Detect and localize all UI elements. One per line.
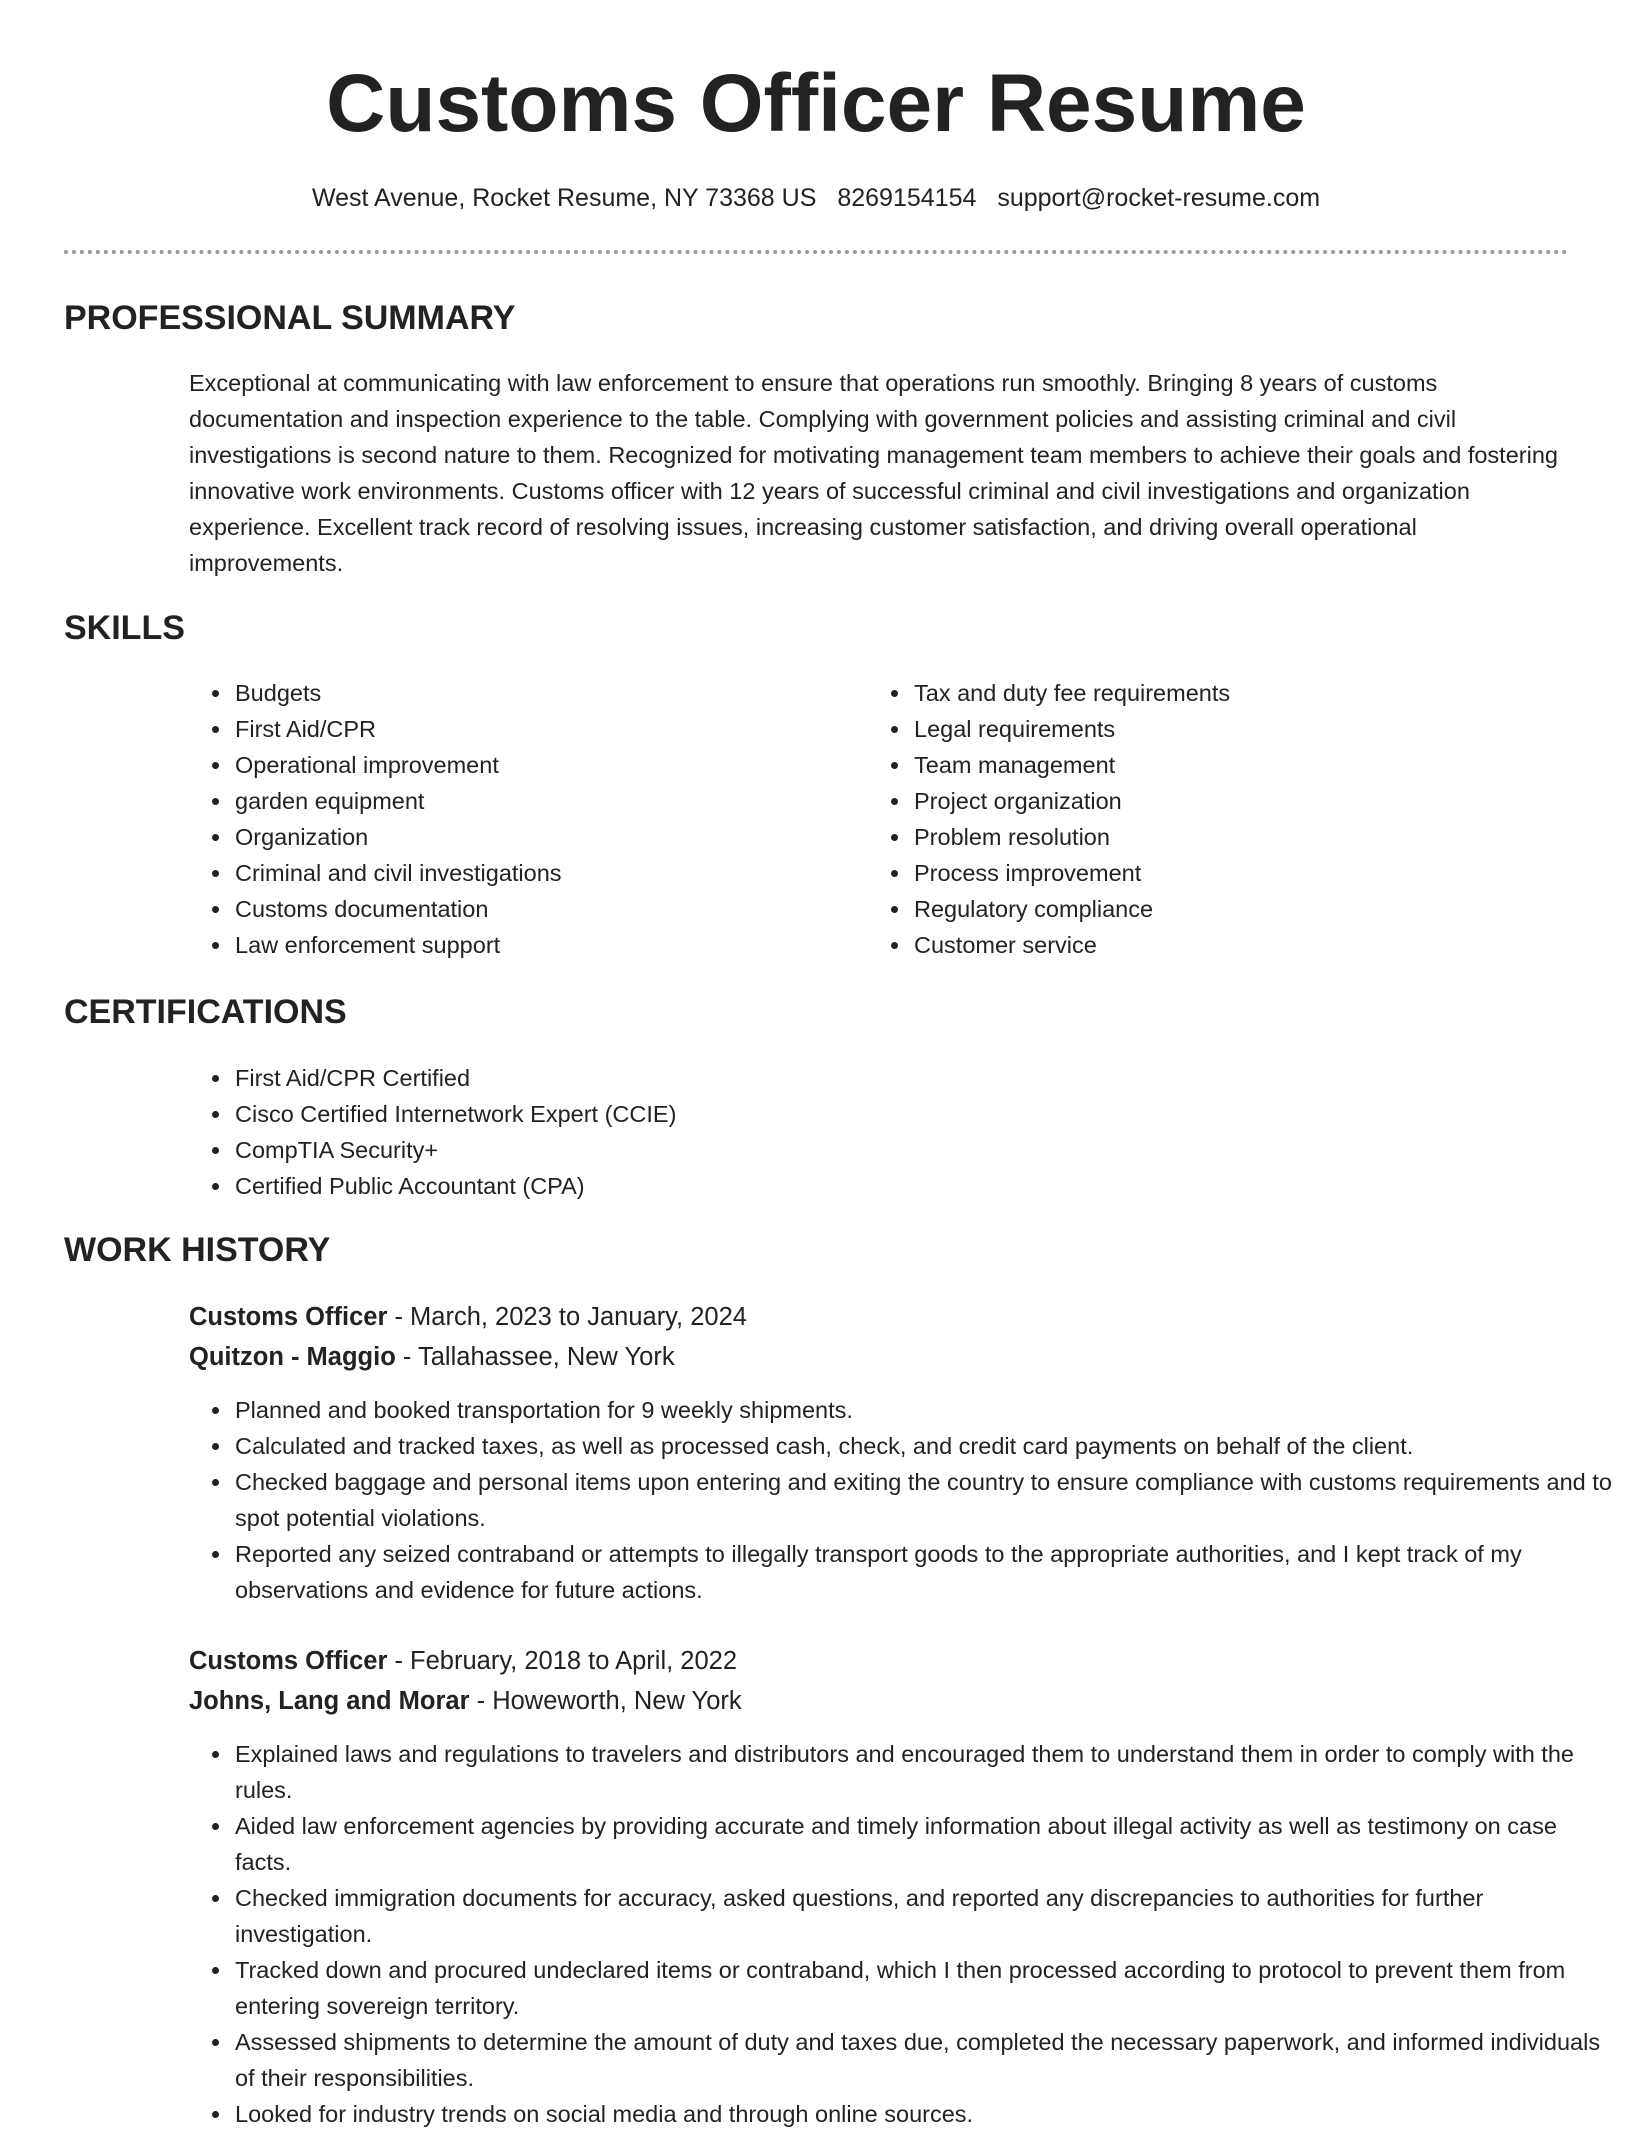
skills-heading: SKILLS [64, 609, 185, 647]
job-company-line [189, 1337, 675, 1377]
job-dates: - February, 2018 to April, 2022 [387, 1647, 738, 1675]
skill-item: • garden equipment [233, 783, 853, 819]
job-bullet: • Checked baggage and personal items upon entering and exiting the country to ensure compliance with customs requirements and to spot potential violations. [233, 1464, 1613, 1536]
header-divider [64, 250, 1568, 254]
certifications-list [189, 1060, 1433, 1204]
contact-line [0, 180, 1632, 216]
skill-item: • Criminal and civil investigations [233, 855, 853, 891]
skill-item: • Problem resolution [912, 819, 1572, 855]
skill-item: • Regulatory compliance [912, 891, 1572, 927]
skill-item: • Customer service [912, 927, 1572, 963]
job-company: Quitzon - Maggio [189, 1343, 396, 1371]
skill-item: • Legal requirements [912, 711, 1572, 747]
job-bullet: • Looked for industry trends on social media and through online sources. [233, 2096, 1613, 2132]
job-title-line [189, 1297, 747, 1337]
job-title: Customs Officer [189, 1303, 388, 1331]
skill-item: • Team management [912, 747, 1572, 783]
work-history-heading: WORK HISTORY [64, 1231, 331, 1269]
certification-item: • CompTIA Security+ [233, 1132, 1433, 1168]
skill-item: • Budgets [233, 675, 853, 711]
contact-address: West Avenue, Rocket Resume, NY 73368 US [311, 184, 817, 212]
skill-item: • Tax and duty fee requirements [912, 675, 1572, 711]
skill-item: • Law enforcement support [233, 927, 853, 963]
certifications-heading: CERTIFICATIONS [64, 993, 347, 1031]
job-location: - Howeworth, New York [469, 1687, 742, 1715]
job-dates: - March, 2023 to January, 2024 [387, 1303, 747, 1331]
job-bullet: • Aided law enforcement agencies by providing accurate and timely information about illegal activity as well as testimony on case facts. [233, 1808, 1613, 1880]
resume-title: Customs Officer Resume [326, 58, 1306, 149]
job-bullet: • Reported any seized contraband or attempts to illegally transport goods to the appropriate authorities, and I kept track of my observations and evidence for future actions. [233, 1536, 1613, 1608]
job-title-line [189, 1641, 737, 1681]
skill-item: • Process improvement [912, 855, 1572, 891]
summary-text: Exceptional at communicating with law enforcement to ensure that operations run smoothly. Bringing 8 years of customs documentation and inspection experience to the table. Complying with government policies and assisting criminal and civil investigations is second nature to them. Recognized for motivating management team members to achieve their goals and fostering innovative work environments. Customs officer with 12 years of successful criminal and civil investigations and organization experience. Excellent track record of resolving issues, increasing customer satisfaction, and driving overall operational improvements. [189, 370, 1558, 576]
skill-item: • Customs documentation [233, 891, 853, 927]
contact-phone: 8269154154 [837, 184, 977, 212]
skills-list-left [189, 675, 853, 963]
job-bullet: • Planned and booked transportation for 9 weekly shipments. [233, 1392, 1613, 1428]
skills-list-right [868, 675, 1572, 963]
job-bullets [189, 1392, 1613, 1608]
summary-heading: PROFESSIONAL SUMMARY [64, 299, 516, 337]
job-bullet: • Calculated and tracked taxes, as well as processed cash, check, and credit card payments on behalf of the client. [233, 1428, 1613, 1464]
skill-item: • Project organization [912, 783, 1572, 819]
job-bullet: • Explained laws and regulations to travelers and distributors and encouraged them to understand them in order to comply with the rules. [233, 1736, 1613, 1808]
job-company-line [189, 1681, 742, 1721]
job-bullet: • Tracked down and procured undeclared items or contraband, which I then processed according to protocol to prevent them from entering sovereign territory. [233, 1952, 1613, 2024]
certification-item: • Cisco Certified Internetwork Expert (CCIE) [233, 1096, 1433, 1132]
certification-item: • First Aid/CPR Certified [233, 1060, 1433, 1096]
skill-item: • First Aid/CPR [233, 711, 853, 747]
job-bullets [189, 1736, 1613, 2132]
contact-email: support@rocket-resume.com [997, 184, 1321, 212]
job-location: - Tallahassee, New York [395, 1343, 675, 1371]
job-bullet: • Checked immigration documents for accuracy, asked questions, and reported any discrepancies to authorities for further investigation. [233, 1880, 1613, 1952]
job-bullet: • Assessed shipments to determine the amount of duty and taxes due, completed the necessary paperwork, and informed individuals of their responsibilities. [233, 2024, 1613, 2096]
job-company: Johns, Lang and Morar [189, 1687, 470, 1715]
skill-item: • Organization [233, 819, 853, 855]
certification-item: • Certified Public Accountant (CPA) [233, 1168, 1433, 1204]
skill-item: • Operational improvement [233, 747, 853, 783]
job-title: Customs Officer [189, 1647, 388, 1675]
